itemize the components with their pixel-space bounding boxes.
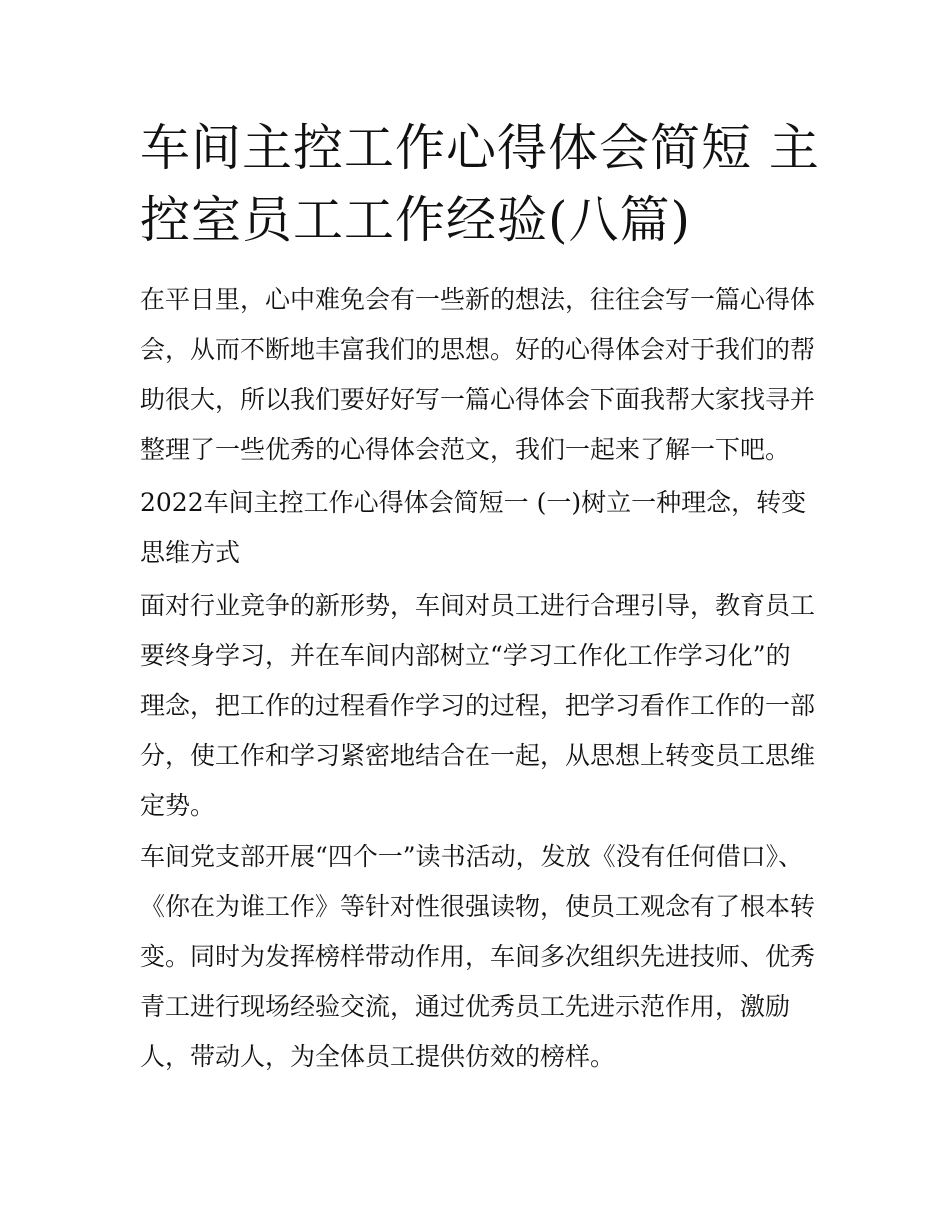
body-paragraph: 车间党支部开展“四个一”读书活动，发放《没有任何借口》、《你在为谁工作》等针对性很强读物，使员工观念有了根本转变。同时为发挥榜样带动作用，车间多次组织先进技师、优秀青工进行现场经验交流，通过优秀员工先进示范作用，激励人，带动人，为全体员工提供仿效的榜样。: [140, 842, 816, 1071]
intro-paragraph: 在平日里，心中难免会有一些新的想法，往往会写一篇心得体会，从而不断地丰富我们的思想。好的心得体会对于我们的帮助很大，所以我们要好好写一篇心得体会下面我帮大家找寻并整理了一些优秀的心得体会范文，我们一起来了解一下吧。: [140, 285, 816, 464]
section-heading: 2022车间主控工作心得体会简短一 (一)树立一种理念，转变思维方式: [140, 488, 807, 567]
body-paragraph: 面对行业竞争的新形势，车间对员工进行合理引导，教育员工要终身学习，并在车间内部树立“学习工作化工作学习化”的理念，把工作的过程看作学习的过程，把学习看作工作的一部分，使工作和学习紧密地结合在一起，从思想上转变员工思维定势。: [140, 591, 816, 820]
document-title: 车间主控工作心得体会简短 主控室员工工作经验(八篇): [140, 119, 820, 249]
